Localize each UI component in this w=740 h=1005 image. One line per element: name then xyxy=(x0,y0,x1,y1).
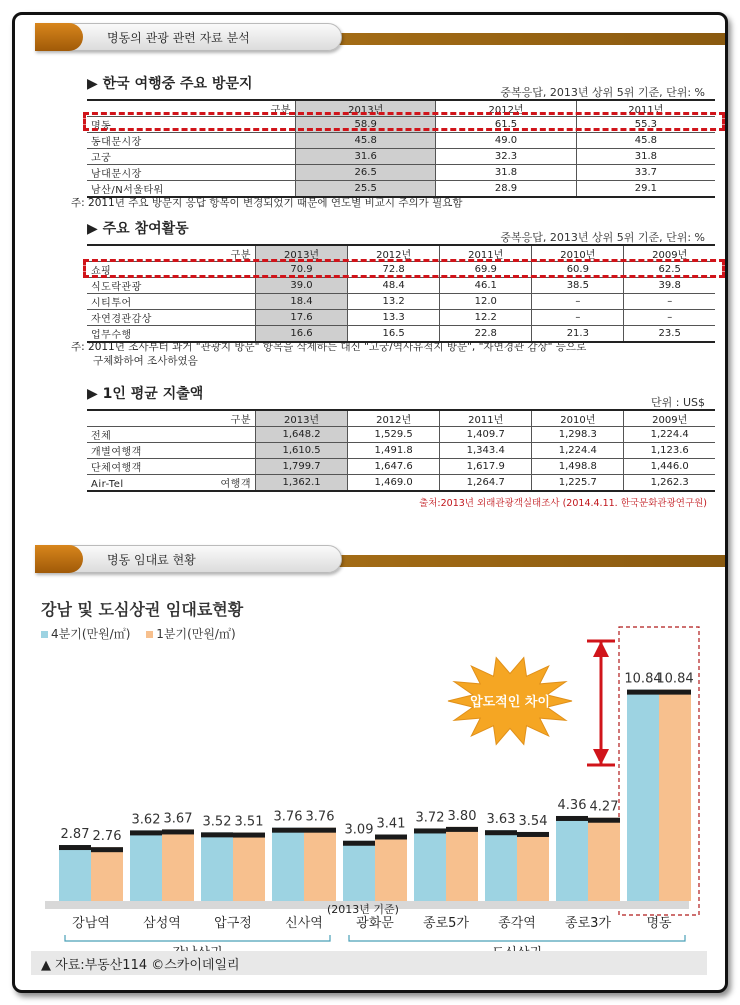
data-label: 3.09 xyxy=(344,822,374,838)
bar-cap xyxy=(556,816,588,821)
bar-cap xyxy=(375,835,407,840)
header-cell: 구분 xyxy=(87,100,296,117)
category-label: 압구정 xyxy=(214,916,252,931)
data-label: 2.87 xyxy=(60,827,90,843)
value-cell: 17.6 xyxy=(256,310,348,326)
header-cell: 2009년 xyxy=(624,245,715,262)
data-label: 10.84 xyxy=(624,671,662,687)
bar-cap xyxy=(446,827,478,832)
value-cell: 72.8 xyxy=(348,262,440,278)
rent-bar-chart xyxy=(15,615,719,955)
value-cell: 1,498.8 xyxy=(532,459,624,475)
data-label: 3.76 xyxy=(305,809,335,825)
row-label: 쇼핑 xyxy=(87,262,256,278)
table-row xyxy=(87,294,715,310)
value-cell: 1,617.9 xyxy=(440,459,532,475)
bar-q1 xyxy=(659,690,691,901)
value-cell: 26.5 xyxy=(296,165,436,181)
value-cell: 1,409.7 xyxy=(440,427,532,443)
value-cell: 31.8 xyxy=(436,165,576,181)
table-header-row xyxy=(87,410,715,427)
value-cell: 1,298.3 xyxy=(532,427,624,443)
table2-footnote: 주: 2011년 조사부터 과거 "관광지 방문" 항목을 삭제하는 대신 "고궁/역사유적지 방문", "자연경관 감상" 등으로 xyxy=(71,341,587,353)
value-cell: 13.3 xyxy=(348,310,440,326)
category-label: 종각역 xyxy=(498,916,536,931)
value-cell: 1,610.5 xyxy=(256,443,348,459)
bar-cap xyxy=(233,833,265,838)
value-cell: 45.8 xyxy=(296,133,436,149)
bar-cap xyxy=(343,841,375,846)
value-cell: 1,648.2 xyxy=(256,427,348,443)
header-cell: 2010년 xyxy=(532,245,624,262)
table3-note: 단위 : US$ xyxy=(651,396,705,409)
data-label: 3.52 xyxy=(202,814,232,830)
value-cell: 1,491.8 xyxy=(348,443,440,459)
value-cell: 31.8 xyxy=(576,149,715,165)
table-row xyxy=(87,427,715,443)
bar-cap xyxy=(304,828,336,833)
arrow-head-down xyxy=(593,749,609,765)
bar-cap xyxy=(201,832,233,837)
value-cell: 1,343.4 xyxy=(440,443,532,459)
table2-footnote-cont: 구체화하여 조사하였음 xyxy=(93,355,198,367)
row-label: 업무수행 xyxy=(87,326,256,343)
table-row xyxy=(87,459,715,475)
arrow-head-up xyxy=(593,641,609,657)
header-cell: 2012년 xyxy=(436,100,576,117)
bar-q4 xyxy=(59,845,91,901)
table3-title: ▶ 1인 평균 지출액 xyxy=(87,386,204,402)
category-label: 신사역 xyxy=(285,916,323,931)
data-label: 3.41 xyxy=(376,816,406,832)
bar-q1 xyxy=(588,818,620,901)
data-label: 4.27 xyxy=(589,799,619,815)
table1-footnote: 주: 2011년 주요 방문지 응답 항목이 변경되었기 때문에 연도별 비교시 주의가 필요함 xyxy=(71,197,463,209)
legend-q4: 4분기(만원/㎡) xyxy=(51,627,131,641)
table2-title: ▶ 주요 참여활동 xyxy=(87,221,189,237)
bar-cap xyxy=(272,828,304,833)
data-label: 3.62 xyxy=(131,812,161,828)
highlight-myeongdong-row xyxy=(83,112,725,131)
value-cell: 25.5 xyxy=(296,181,436,198)
bar-q4 xyxy=(201,832,233,901)
value-cell: 31.6 xyxy=(296,149,436,165)
banner-cap xyxy=(35,545,83,573)
row-label: 남산/N서울타워 xyxy=(87,181,296,198)
bar-q1 xyxy=(91,847,123,901)
value-cell: 23.5 xyxy=(624,326,715,343)
data-label: 3.51 xyxy=(234,814,264,830)
value-cell: 1,362.1 xyxy=(256,475,348,492)
value-cell: 33.7 xyxy=(576,165,715,181)
row-label: Air-Tel 여행객 xyxy=(87,475,256,492)
value-cell: 61.5 xyxy=(436,117,576,133)
value-cell: 1,469.0 xyxy=(348,475,440,492)
header-cell: 2011년 xyxy=(440,245,532,262)
bar-q4 xyxy=(485,830,517,901)
table2-note: 중복응답, 2013년 상위 5위 기준, 단위: % xyxy=(500,231,705,244)
value-cell: 58.9 xyxy=(296,117,436,133)
bar-q1 xyxy=(162,829,194,901)
data-label: 2.76 xyxy=(92,829,122,845)
source-citation: 출처:2013년 외래관광객실태조사 (2014.4.11. 한국문화관광연구원) xyxy=(419,498,707,509)
table1-note: 중복응답, 2013년 상위 5위 기준, 단위: % xyxy=(500,86,705,99)
legend-q1: 1분기(만원/㎡) xyxy=(156,627,236,641)
data-label: 3.63 xyxy=(486,812,516,828)
data-label: 3.80 xyxy=(447,808,477,824)
bar-cap xyxy=(627,690,659,695)
value-cell: 1,647.6 xyxy=(348,459,440,475)
section-banner-rent xyxy=(35,545,725,573)
table-row xyxy=(87,278,715,294)
value-cell: 48.4 xyxy=(348,278,440,294)
section-banner-tourism xyxy=(35,23,725,51)
bar-q1 xyxy=(304,828,336,901)
header-cell: 2011년 xyxy=(440,410,532,427)
highlight-shopping-row xyxy=(83,259,725,278)
annotation-label: 압도적인 차이 xyxy=(470,695,550,710)
data-label: 3.67 xyxy=(163,811,193,827)
data-label: 4.36 xyxy=(557,797,587,813)
row-label: 전체 xyxy=(87,427,256,443)
header-cell: 2012년 xyxy=(348,410,440,427)
category-label: 광화문 xyxy=(356,916,394,931)
table-row xyxy=(87,310,715,326)
bar-q4 xyxy=(556,816,588,901)
value-cell: 1,529.5 xyxy=(348,427,440,443)
value-cell: 12.2 xyxy=(440,310,532,326)
data-label: 3.54 xyxy=(518,813,548,829)
value-cell: 1,264.7 xyxy=(440,475,532,492)
row-label: 고궁 xyxy=(87,149,296,165)
value-cell: – xyxy=(624,310,715,326)
header-cell: 2013년 xyxy=(296,100,436,117)
bar-cap xyxy=(588,818,620,823)
bar-cap xyxy=(485,830,517,835)
table-row xyxy=(87,149,715,165)
page-frame xyxy=(12,12,728,993)
table-row xyxy=(87,165,715,181)
bar-q4 xyxy=(130,830,162,901)
header-cell: 2010년 xyxy=(532,410,624,427)
value-cell: – xyxy=(624,294,715,310)
value-cell: – xyxy=(532,310,624,326)
bar-q4 xyxy=(272,828,304,901)
value-cell: 1,446.0 xyxy=(624,459,715,475)
bar-q4 xyxy=(343,841,375,901)
row-label: 식도락관광 xyxy=(87,278,256,294)
table-spending xyxy=(87,409,715,492)
row-label: 개별여행객 xyxy=(87,443,256,459)
table-row xyxy=(87,475,715,492)
value-cell: 39.0 xyxy=(256,278,348,294)
value-cell: 62.5 xyxy=(624,262,715,278)
row-label: 명동 xyxy=(87,117,296,133)
value-cell: 38.5 xyxy=(532,278,624,294)
value-cell: 13.2 xyxy=(348,294,440,310)
value-cell: 1,224.4 xyxy=(532,443,624,459)
bar-cap xyxy=(414,828,446,833)
chart-title: 강남 및 도심상권 임대료현황 xyxy=(41,600,244,619)
banner-cap xyxy=(35,23,83,51)
category-label: 삼성역 xyxy=(143,916,181,931)
category-label: 강남역 xyxy=(72,916,110,931)
value-cell: 21.3 xyxy=(532,326,624,343)
row-label: 남대문시장 xyxy=(87,165,296,181)
bar-q4 xyxy=(627,690,659,901)
bar-cap xyxy=(130,830,162,835)
value-cell: 39.8 xyxy=(624,278,715,294)
bar-cap xyxy=(91,847,123,852)
group-bracket xyxy=(65,935,330,941)
table-row xyxy=(87,133,715,149)
value-cell: 55.3 xyxy=(576,117,715,133)
header-cell: 구분 xyxy=(87,410,256,427)
header-cell: 2009년 xyxy=(624,410,715,427)
value-cell: 32.3 xyxy=(436,149,576,165)
value-cell: 28.9 xyxy=(436,181,576,198)
value-cell: 16.6 xyxy=(256,326,348,343)
category-label: 종로5가 xyxy=(423,916,469,931)
value-cell: 45.8 xyxy=(576,133,715,149)
bar-q4 xyxy=(414,828,446,901)
bar-cap xyxy=(659,690,691,695)
bar-q1 xyxy=(233,833,265,901)
value-cell: 1,224.4 xyxy=(624,427,715,443)
bar-cap xyxy=(517,832,549,837)
table1-title: ▶ 한국 여행중 주요 방문지 xyxy=(87,76,253,92)
row-label: 동대문시장 xyxy=(87,133,296,149)
value-cell: 1,799.7 xyxy=(256,459,348,475)
value-cell: 16.5 xyxy=(348,326,440,343)
value-cell: 69.9 xyxy=(440,262,532,278)
category-label: 종로3가 xyxy=(565,916,611,931)
value-cell: 49.0 xyxy=(436,133,576,149)
row-label: 시티투어 xyxy=(87,294,256,310)
group-bracket xyxy=(349,935,685,941)
value-cell: 22.8 xyxy=(440,326,532,343)
value-cell: 29.1 xyxy=(576,181,715,198)
header-cell: 2013년 xyxy=(256,410,348,427)
value-cell: 1,123.6 xyxy=(624,443,715,459)
header-cell: 구분 xyxy=(87,245,256,262)
category-label: 명동 xyxy=(646,916,672,931)
row-label: 단체여행객 xyxy=(87,459,256,475)
banner-label: 명동의 관광 관련 자료 분석 xyxy=(107,31,250,45)
value-cell: 18.4 xyxy=(256,294,348,310)
header-cell: 2011년 xyxy=(576,100,715,117)
chart-source: ▲ 자료:부동산114 ©스카이데일리 xyxy=(41,958,240,973)
row-label: 자연경관감상 xyxy=(87,310,256,326)
header-cell: 2013년 xyxy=(256,245,348,262)
bar-cap xyxy=(162,829,194,834)
header-cell: 2012년 xyxy=(348,245,440,262)
data-label: 3.76 xyxy=(273,809,303,825)
bar-q1 xyxy=(446,827,478,901)
value-cell: 1,262.3 xyxy=(624,475,715,492)
chart-note: (2013년 기준) xyxy=(327,903,399,916)
data-label: 3.72 xyxy=(415,810,445,826)
value-cell: 1,225.7 xyxy=(532,475,624,492)
value-cell: – xyxy=(532,294,624,310)
bar-q1 xyxy=(375,835,407,901)
banner-label: 명동 임대료 현황 xyxy=(107,553,196,567)
bar-cap xyxy=(59,845,91,850)
value-cell: 60.9 xyxy=(532,262,624,278)
bar-q1 xyxy=(517,832,549,901)
value-cell: 70.9 xyxy=(256,262,348,278)
table-row xyxy=(87,443,715,459)
value-cell: 46.1 xyxy=(440,278,532,294)
data-label: 10.84 xyxy=(656,671,694,687)
value-cell: 12.0 xyxy=(440,294,532,310)
